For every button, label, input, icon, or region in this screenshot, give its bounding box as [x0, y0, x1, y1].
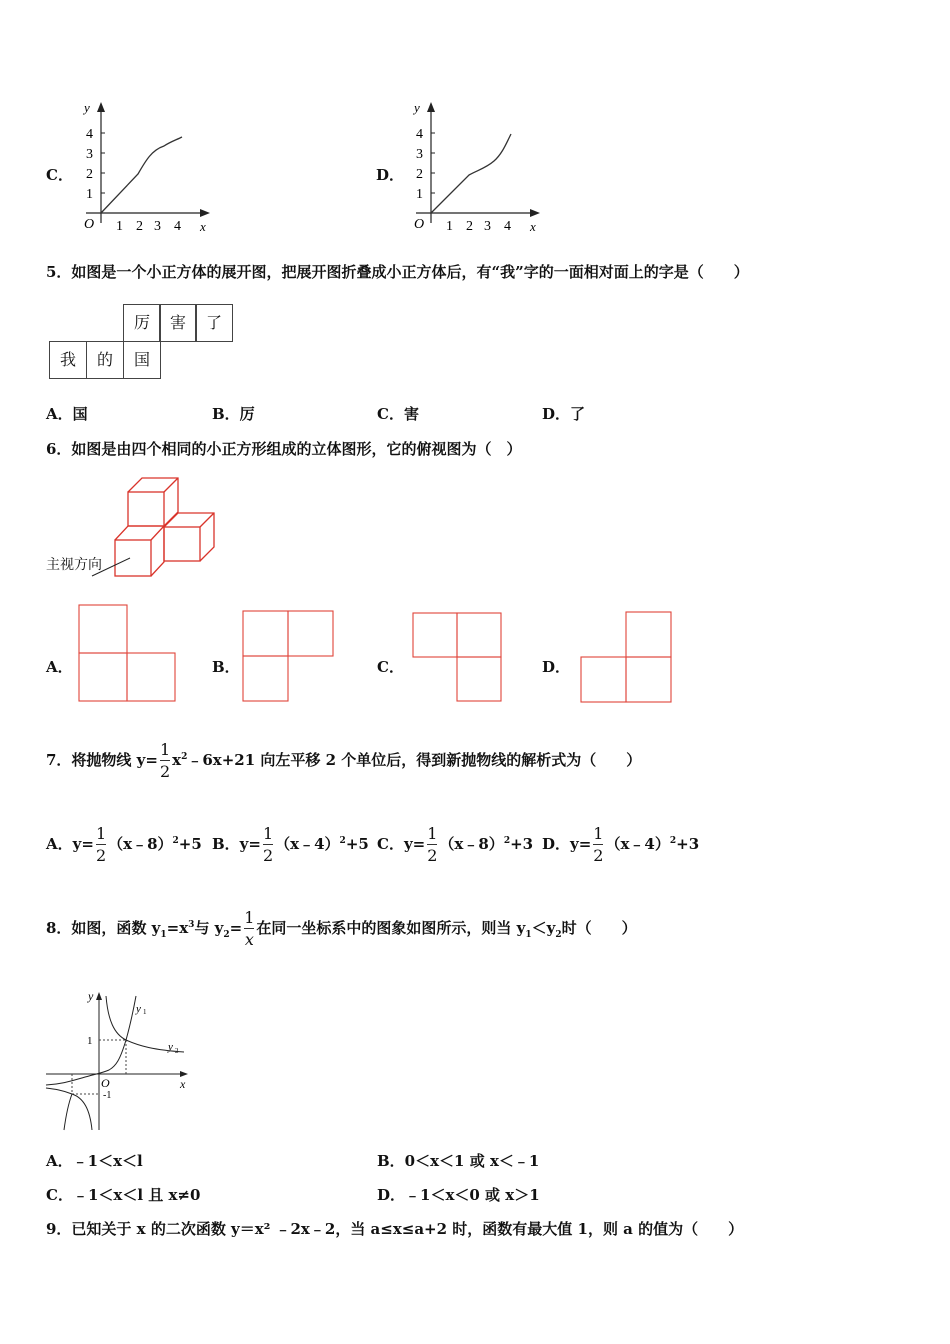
net-cell: 我 [49, 341, 87, 379]
q7-option-c[interactable]: C．y= $\frac{1}{2}$ （x﹣8）$^2$+3 [377, 824, 534, 865]
svg-text:3: 3 [416, 147, 423, 162]
svg-text:4: 4 [416, 127, 423, 142]
svg-text:1: 1 [86, 187, 93, 202]
q7-option-a[interactable]: A．y= $\frac{1}{2}$ （x﹣8）$^2$+5 [46, 824, 202, 865]
q6-option-a-figure [76, 602, 178, 704]
svg-text:2: 2 [136, 219, 143, 234]
svg-text:1: 1 [416, 187, 423, 202]
net-cell: 厉 [123, 304, 161, 342]
question-7-text: 7．将抛物线 y= $\frac{1}{2}$ $x^2﹣6x+21$ 向左平移 2 个单位后，得到新抛物线的解析式为（ ） [46, 740, 642, 781]
question-8-text: 8．如图，函数 $y_1=x^3$与 $y_2=$ $\frac{1}{x}$ 在同一坐标系中的图象如图所示，则当 $y_1<y_2$时（ ） [46, 908, 637, 949]
svg-text:2: 2 [86, 167, 93, 182]
q5-option-b[interactable]: B．厉 [212, 405, 255, 423]
svg-text:4: 4 [86, 127, 93, 142]
svg-text:y: y [168, 1041, 173, 1053]
svg-text:y: y [88, 990, 94, 1003]
svg-text:O: O [414, 217, 425, 232]
q6-option-c-figure [410, 610, 504, 704]
q6-option-d-figure [578, 609, 674, 705]
q8-option-d[interactable]: D．﹣1＜x＜0 或 x＞1 [377, 1186, 540, 1204]
svg-text:2: 2 [416, 167, 423, 182]
svg-text:2: 2 [175, 1047, 179, 1055]
q5-option-c[interactable]: C．害 [377, 405, 419, 423]
option-d-label[interactable]: D． [376, 166, 405, 184]
q6-option-a[interactable]: A． [46, 658, 73, 676]
question-9-text: 9．已知关于 x 的二次函数 y＝x² ﹣2x﹣2，当 a≤x≤a+2 时，函数有最大值 1，则 a 的值为（ ） [46, 1220, 744, 1238]
svg-text:2: 2 [466, 219, 473, 234]
svg-text:1: 1 [116, 219, 123, 234]
svg-text:3: 3 [484, 219, 491, 234]
svg-text:x: x [180, 1077, 186, 1091]
direction-label: 主视方向 [46, 557, 102, 573]
q6-option-b[interactable]: B． [212, 658, 240, 676]
question-5-text: 5．如图是一个小正方体的展开图，把展开图折叠成小正方体后，有“我”字的一面相对面上的字是（ ） [46, 263, 749, 281]
q5-option-a[interactable]: A．国 [46, 405, 88, 423]
axis-y-label: y [84, 100, 90, 115]
svg-text:y: y [136, 1003, 141, 1015]
q8-option-c[interactable]: C．﹣1＜x＜l 且 x≠0 [46, 1186, 201, 1204]
net-cell: 害 [159, 304, 197, 342]
net-cell: 了 [195, 304, 233, 342]
q6-option-b-figure [240, 608, 336, 704]
net-cell: 国 [123, 341, 161, 379]
cube-solid [44, 472, 224, 592]
svg-text:3: 3 [86, 147, 93, 162]
q8-option-b[interactable]: B．0＜x＜1 或 x＜﹣1 [377, 1152, 540, 1170]
q6-option-d[interactable]: D． [542, 658, 571, 676]
net-cell: 的 [86, 341, 124, 379]
graph-d [396, 98, 546, 238]
svg-text:3: 3 [154, 219, 161, 234]
svg-text:x: x [530, 219, 536, 234]
fraction: $\frac{1}{2}$ [159, 740, 171, 781]
q7-option-b[interactable]: B．y= $\frac{1}{2}$ （x﹣4）$^2$+5 [212, 824, 369, 865]
question-6-text: 6．如图是由四个相同的小正方形组成的立体图形，它的俯视图为（ ） [46, 440, 522, 458]
origin-label: O [84, 217, 95, 232]
q6-option-c[interactable]: C． [377, 658, 404, 676]
q5-option-d[interactable]: D．了 [542, 405, 586, 423]
q7-option-d[interactable]: D．y= $\frac{1}{2}$ （x﹣4）$^2$+3 [542, 824, 700, 865]
svg-text:1: 1 [446, 219, 453, 234]
q8-graph [44, 990, 192, 1136]
svg-text:y: y [414, 100, 420, 115]
svg-text:4: 4 [504, 219, 511, 234]
axis-x-label: x [200, 219, 206, 234]
svg-text:O: O [101, 1076, 110, 1090]
svg-text:4: 4 [174, 219, 181, 234]
svg-text:1: 1 [143, 1008, 147, 1016]
graph-c [66, 98, 216, 238]
cube-net [46, 300, 241, 384]
q8-option-a[interactable]: A．﹣1＜x＜l [46, 1152, 143, 1170]
svg-text:1: 1 [87, 1035, 93, 1047]
svg-text:-1: -1 [103, 1090, 112, 1101]
option-c-label[interactable]: C． [46, 166, 73, 184]
